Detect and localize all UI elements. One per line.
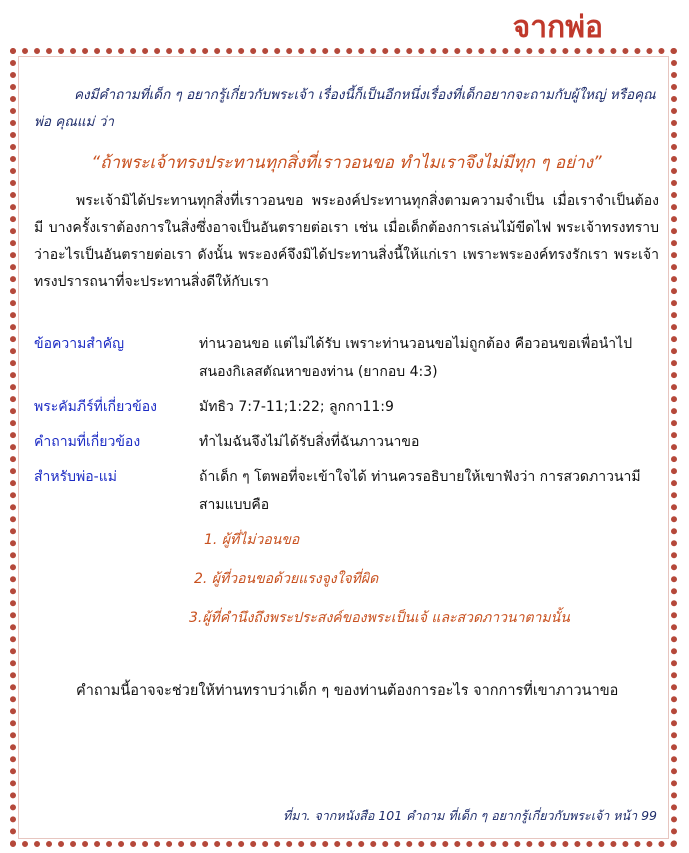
prayer-types-list — [34, 526, 659, 632]
list-item: 1. ผู้ที่ไม่วอนขอ — [204, 532, 300, 548]
row-label: ข้อความสำคัญ — [34, 336, 124, 352]
row-value: มัทธิว 7:7-11;1:22; ลูกกา11:9 — [199, 399, 394, 415]
list-item: 3.ผู้ที่คำนึงถึงพระประสงค์ของพระเป็นเจ้ และสวดภาวนาตามนั้น — [189, 610, 570, 626]
row-related-question — [34, 428, 659, 456]
row-label: สำหรับพ่อ-แม่ — [34, 469, 117, 485]
row-related-scripture — [34, 393, 659, 421]
row-value: ถ้าเด็ก ๆ โตพอที่จะเข้าใจได้ ท่านควรอธิบายให้เขาฟังว่า การสวดภาวนามีสามแบบคือ — [199, 469, 641, 513]
row-label: พระคัมภีร์ที่เกี่ยวข้อง — [34, 399, 157, 415]
row-value: ทำไมฉันจึงไม่ได้รับสิ่งที่ฉันภาวนาขอ — [199, 434, 420, 450]
row-for-parents — [34, 463, 659, 519]
intro-text: คงมีคำถามที่เด็ก ๆ อยากรู้เกี่ยวกับพระเจ้า เรื่องนี้ก็เป็นอีกหนึ่งเรื่องที่เด็กอยากจะถามกับผู้ใหญ่ หรือคุณพ่อ คุณแม่ ว่า — [34, 87, 656, 130]
list-item: 2. ผู้ที่วอนขอด้วยแรงจูงใจที่ผิด — [194, 571, 379, 587]
row-value: ท่านวอนขอ แต่ไม่ได้รับ เพราะท่านวอนขอไม่ถูกต้อง คือวอนขอเพื่อนำไปสนองกิเลสตัณหาของท่าน (ยากอบ 4:3) — [199, 336, 633, 380]
info-rows — [34, 330, 659, 519]
main-content — [34, 82, 659, 707]
source-citation: ที่มา. จากหนังสือ 101 คำถาม ที่เด็ก ๆ อยากรู้เกี่ยวกับพระเจ้า หน้า 99 — [283, 808, 657, 823]
row-label: คำถามที่เกี่ยวข้อง — [34, 434, 141, 450]
row-key-message — [34, 330, 659, 386]
closing-text: คำถามนี้อาจจะช่วยให้ท่านทราบว่าเด็ก ๆ ของท่านต้องการอะไร จากการที่เขาภาวนาขอ — [76, 683, 619, 699]
key-question: “ถ้าพระเจ้าทรงประทานทุกสิ่งที่เราวอนขอ ทำไมเราจึงไม่มีทุก ๆ อย่าง” — [91, 153, 602, 173]
page-title: จากพ่อ — [512, 10, 603, 45]
answer-paragraph: พระเจ้ามิได้ประทานทุกสิ่งที่เราวอนขอ พระองค์ประทานทุกสิ่งตามความจำเป็น เมื่อเราจำเป็นต้องมี บางครั้งเราต้องการในสิ่งซึ่งอาจเป็นอันตรายต่อเรา เช่น เมื่อเด็กต้องการเล่นไม้ขีดไฟ พระเจ้าทรงทราบว่าอะไรเป็นอันตรายต่อเรา ดังนั้น พระองค์จึงมิได้ประทานสิ่งนี้ให้แก่เรา เพราะพระองค์ทรงรักเรา พระเจ้าทรงปรารถนาที่จะประทานสิ่งดีให้กับเรา — [34, 193, 659, 290]
